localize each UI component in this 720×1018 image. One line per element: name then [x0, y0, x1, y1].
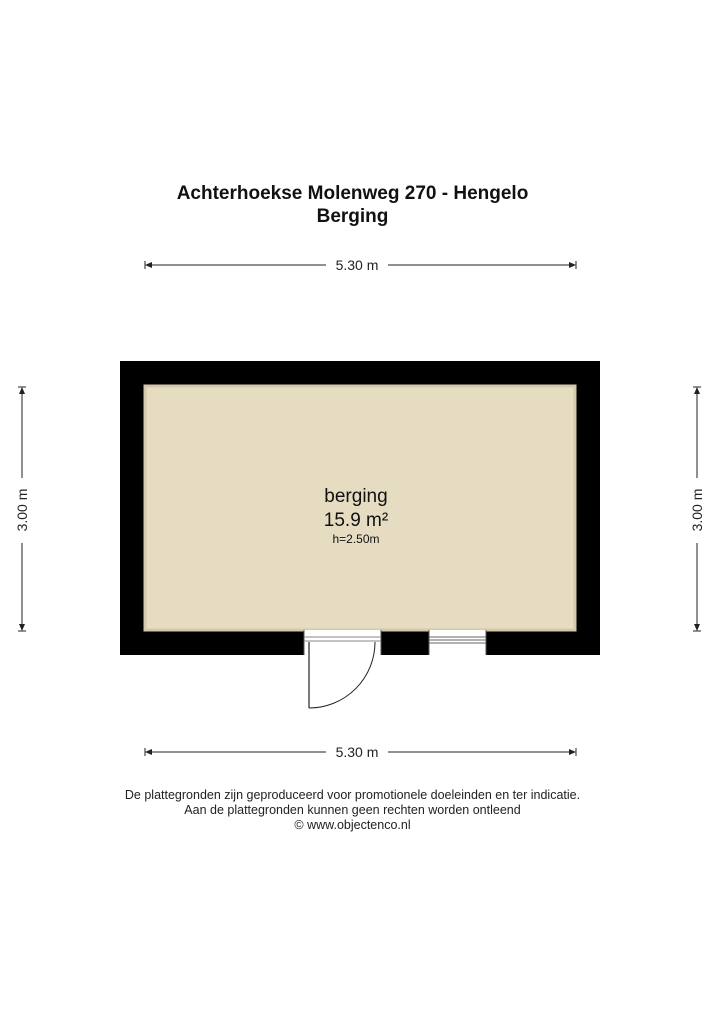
window	[429, 630, 486, 655]
dimension-right-label: 3.00 m	[689, 488, 705, 532]
plan-address-title: Achterhoekse Molenweg 270 - Hengelo	[176, 183, 529, 204]
dimension-bottom-label: 5.30 m	[335, 744, 379, 760]
disclaimer-line-1: De plattegronden zijn geproduceerd voor promotionele doeleinden en ter indicatie.	[124, 788, 581, 802]
room-height: h=2.50m	[332, 532, 380, 546]
plan-floor-title: Berging	[316, 206, 389, 227]
dimension-bottom	[145, 744, 576, 760]
disclaimer-line-2: Aan de plattegronden kunnen geen rechten worden ontleend	[184, 803, 521, 817]
dimension-right	[689, 387, 705, 631]
door	[304, 630, 381, 708]
copyright-line: © www.objectenco.nl	[294, 818, 411, 832]
dimension-left	[14, 387, 30, 631]
room-name: berging	[324, 486, 388, 507]
room-floor-berging	[145, 386, 575, 630]
dimension-left-label: 3.00 m	[14, 488, 30, 532]
dimension-top	[145, 257, 576, 273]
room-area: 15.9 m²	[323, 510, 389, 531]
dimension-top-label: 5.30 m	[335, 257, 379, 273]
